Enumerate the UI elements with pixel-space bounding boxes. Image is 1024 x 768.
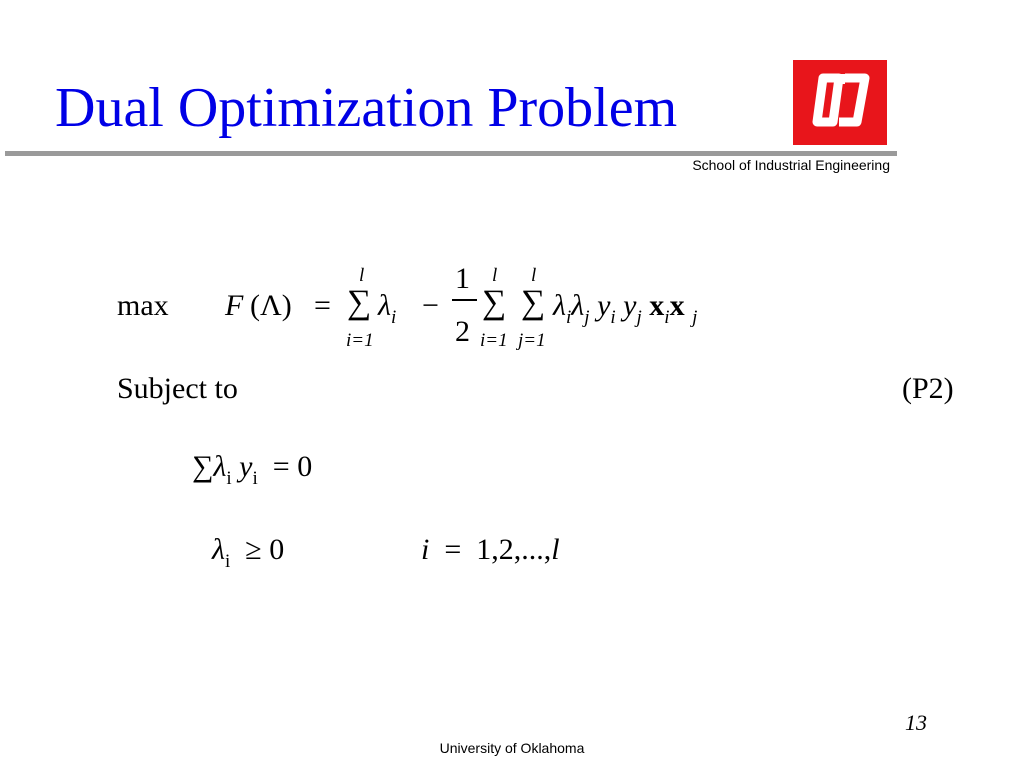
constraint-equality: $\sum\lambda_i$ $y_i = 0$ [192,450,313,489]
minus-sign: − [422,289,439,322]
sum2-lower-limit: i=1 [480,330,508,351]
sum3-upper-limit: l [531,265,537,286]
fraction-bar [452,299,477,301]
lambda-term: $\lambda_i$ [378,289,397,328]
subject-to-label: Subject to [117,372,238,405]
half-numerator: 1 [455,262,470,295]
sum1-symbol: ∑ [347,284,372,321]
slide-title: Dual Optimization Problem [55,77,678,139]
sum1-lower-limit: i=1 [346,330,374,351]
sum1-upper-limit: l [359,265,365,286]
function-args: (Λ) [250,289,292,322]
max-label: max [117,289,169,322]
sum3-symbol: ∑ [521,284,546,321]
footer-caption: University of Oklahoma [439,740,585,756]
page-number: 13 [905,710,927,735]
sum2-upper-limit: l [492,265,498,286]
sum2-symbol: ∑ [482,284,507,321]
index-range: i = 1,2,...,l [421,533,560,566]
function-name: F [225,289,244,322]
school-caption: School of Industrial Engineering [692,157,890,173]
title-divider [5,151,897,156]
half-denominator: 2 [455,315,470,348]
problem-label: (P2) [902,372,954,405]
sum3-lower-limit: j=1 [518,330,546,351]
ou-interlocking-logo-icon [793,60,887,145]
constraint-nonnegativity: $\lambda_i \ge 0$ [212,533,285,572]
double-sum-terms: $\lambda_i\lambda_j$ $y_i$ $y_j$ $x_ix$ $_j$ [553,289,698,328]
equals-sign: = [314,289,331,322]
